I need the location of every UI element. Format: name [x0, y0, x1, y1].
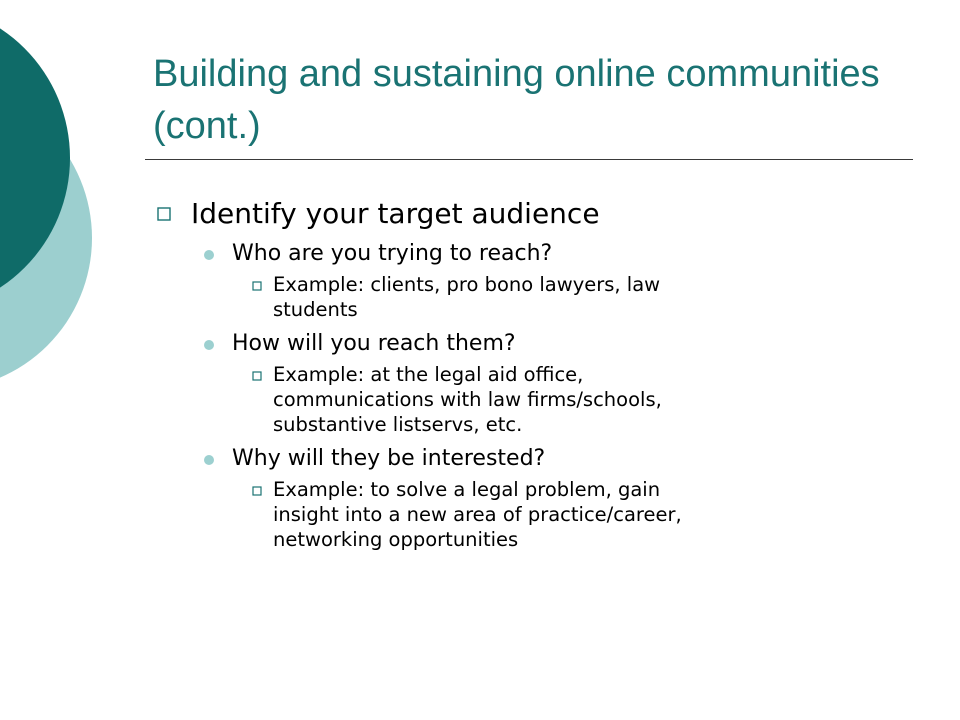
main-point-text: Identify your target audience: [191, 197, 600, 230]
example-line-2: communications with law firms/schools,: [273, 388, 662, 411]
question-text: Why will they be interested?: [232, 446, 546, 471]
question-item-reach: [155, 239, 855, 269]
example-item-how: [155, 362, 855, 437]
open-square-bullet-icon: [252, 371, 262, 381]
example-line-3: networking opportunities: [273, 528, 519, 551]
example-line-2: insight into a new area of practice/career,: [273, 503, 682, 526]
example-line-1: Example: clients, pro bono lawyers, law: [273, 273, 661, 296]
question-text: How will you reach them?: [232, 331, 516, 356]
example-item-reach: [155, 272, 855, 322]
decorative-circles: [0, 0, 120, 400]
slide-title: Building and sustaining online communities (cont.): [153, 53, 880, 147]
slide-body: [155, 195, 855, 559]
question-item-why: [155, 444, 855, 474]
open-square-bullet-icon: [252, 486, 262, 496]
example-line-2: students: [273, 298, 358, 321]
example-line-1: Example: at the legal aid office,: [273, 363, 584, 386]
example-line-1: Example: to solve a legal problem, gain: [273, 478, 661, 501]
title-divider: [145, 159, 913, 160]
example-line-3: substantive listservs, etc.: [273, 413, 523, 436]
filled-circle-bullet-icon: [204, 340, 214, 350]
example-item-why: [155, 477, 855, 552]
open-square-bullet-icon: [252, 281, 262, 291]
question-text: Who are you trying to reach?: [232, 241, 553, 266]
main-bullet-point: [155, 195, 855, 233]
open-square-bullet-icon: [157, 207, 171, 221]
question-item-how: [155, 329, 855, 359]
filled-circle-bullet-icon: [204, 455, 214, 465]
filled-circle-bullet-icon: [204, 250, 214, 260]
